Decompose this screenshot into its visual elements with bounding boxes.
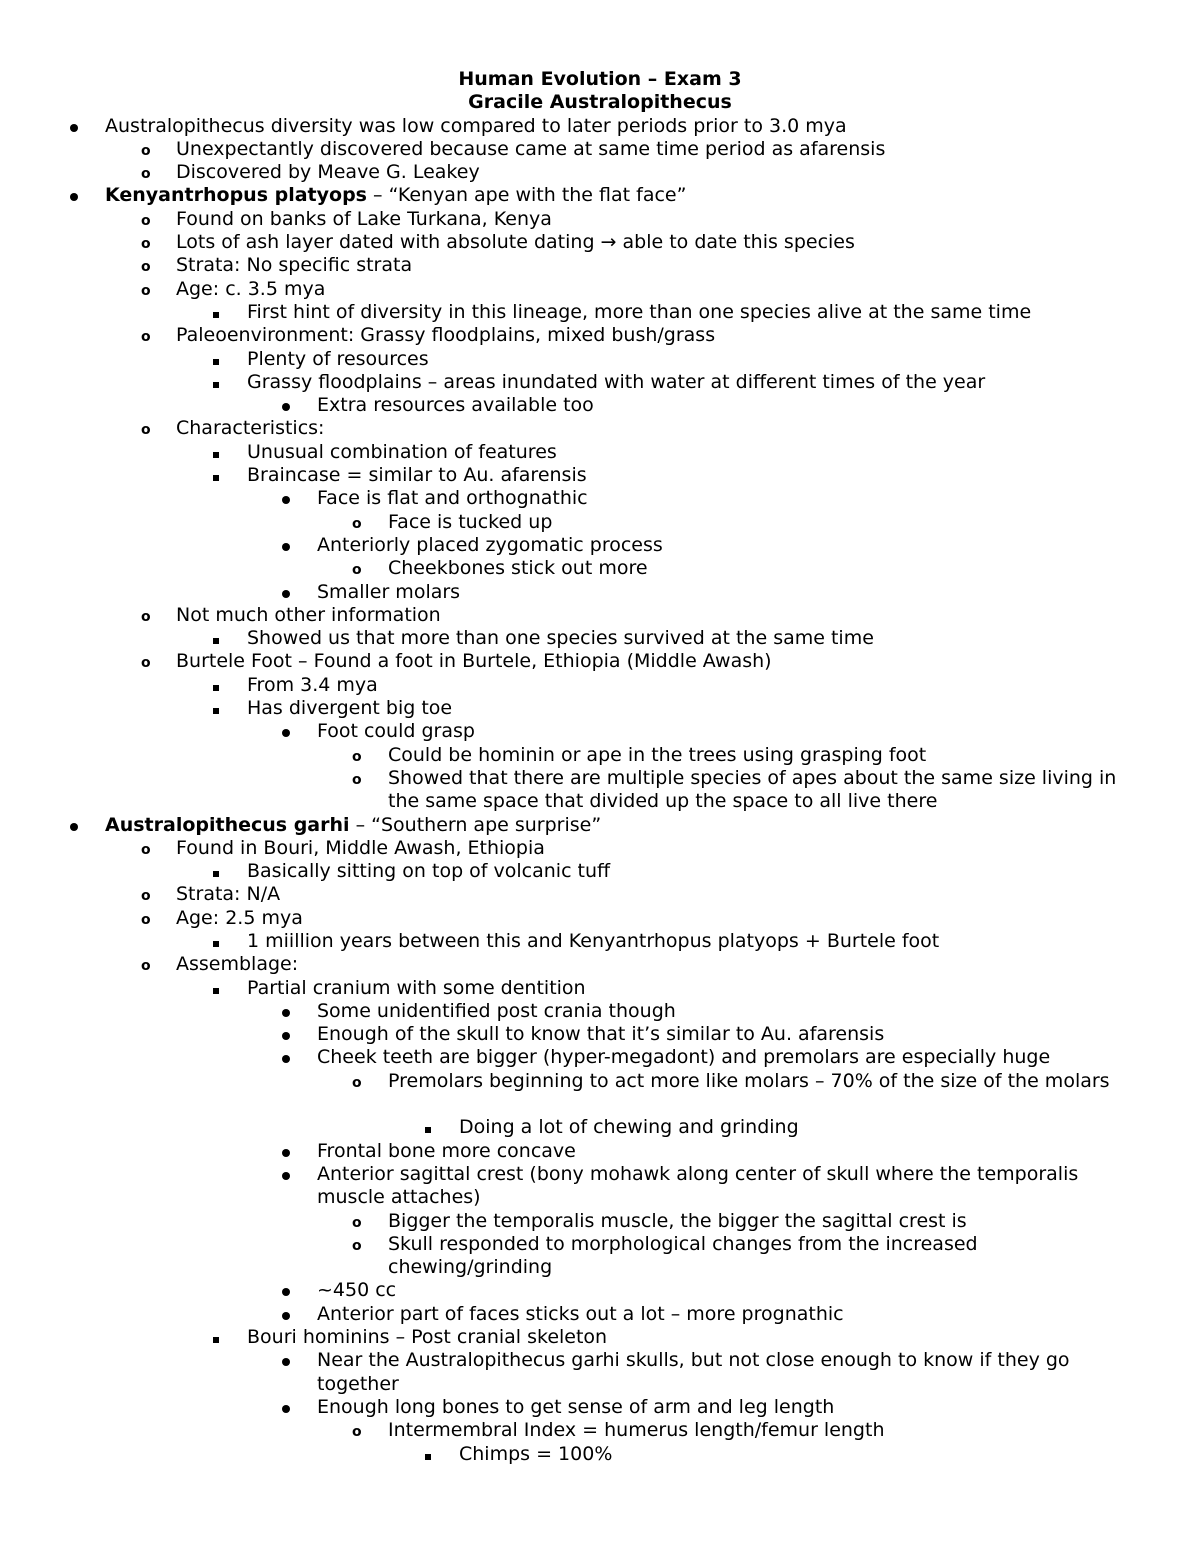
item-text: Smaller molars: [317, 580, 461, 603]
item-text: Premolars beginning to act more like molars – 70% of the size of the molars: [388, 1069, 1110, 1092]
item-text: Braincase = similar to Au. afarensis: [247, 464, 587, 487]
circle-bullet-icon: o: [141, 422, 151, 439]
list-item-text: [317, 1140, 576, 1163]
list-item-text: [176, 907, 303, 930]
list-item: [0, 977, 1200, 1000]
item-text: – “Kenyan ape with the flat face”: [366, 184, 687, 207]
item-text: – “Southern ape surprise”: [349, 813, 602, 836]
list-item-text: [317, 394, 594, 417]
item-text: Has divergent big toe: [247, 697, 453, 720]
item-text: Found in Bouri, Middle Awash, Ethiopia: [176, 836, 545, 859]
list-item: [0, 1046, 1200, 1069]
list-item: [0, 161, 1200, 184]
list-item: [0, 1163, 1200, 1210]
list-item-text: [317, 1046, 1050, 1069]
circle-bullet-icon: o: [141, 958, 151, 975]
list-item-text: [247, 301, 1031, 324]
list-item-text: [388, 1419, 1128, 1442]
list-item-text: [176, 231, 855, 254]
item-text: Cheek teeth are bigger (hyper-megadont) and premolars are especially huge: [317, 1046, 1051, 1069]
list-item-text: [176, 324, 715, 347]
list-item-text: [176, 278, 325, 301]
square-bullet-icon: [423, 1443, 431, 1466]
square-bullet-icon: [211, 371, 219, 394]
dot-bullet-icon: [282, 720, 290, 743]
circle-bullet-icon: o: [352, 1214, 362, 1231]
square-bullet-icon: [211, 1326, 219, 1349]
list-item: [0, 1210, 1200, 1233]
list-item: [0, 115, 1200, 138]
item-text: 1 miillion years between this and Kenyantrhopus platyops + Burtele foot: [247, 929, 940, 952]
item-text: Anteriorly placed zygomatic process: [317, 533, 663, 556]
list-item-text: [247, 1326, 607, 1349]
square-bullet-icon: [211, 301, 219, 324]
list-item-text: [317, 534, 663, 557]
list-item-text: [176, 650, 772, 673]
item-text: Lots of ash layer dated with absolute dating → able to date this species: [176, 231, 855, 254]
list-item: [0, 487, 1200, 510]
circle-bullet-icon: o: [141, 142, 151, 159]
item-text: Assemblage:: [176, 953, 299, 976]
list-item-text: [247, 627, 874, 650]
item-text: Age: 2.5 mya: [176, 906, 303, 929]
list-item: [0, 301, 1200, 324]
item-text: Bouri hominins – Post cranial skeleton: [247, 1326, 608, 1349]
square-bullet-icon: [211, 697, 219, 720]
square-bullet-icon: [211, 930, 219, 953]
list-item: [0, 208, 1200, 231]
square-bullet-icon: [211, 441, 219, 464]
list-item-text: [317, 1163, 1117, 1210]
circle-bullet-icon: o: [141, 166, 151, 183]
list-item: [0, 1279, 1200, 1302]
dot-bullet-icon: [70, 184, 78, 207]
square-bullet-icon: [211, 977, 219, 1000]
list-item-text: [388, 1070, 1128, 1093]
list-item: [0, 511, 1200, 534]
circle-bullet-icon: o: [352, 1074, 362, 1091]
dot-bullet-icon: [70, 115, 78, 138]
section-heading: Gracile Australopithecus: [468, 91, 732, 114]
list-item-text: [176, 837, 545, 860]
dot-bullet-icon: [282, 1279, 290, 1302]
list-item-text: [317, 1279, 396, 1302]
list-item: [0, 744, 1200, 767]
list-item-text: [388, 557, 1128, 580]
list-item: [0, 1326, 1200, 1349]
list-item-text: [105, 115, 847, 138]
item-text: Partial cranium with some dentition: [247, 976, 586, 999]
dot-bullet-icon: [282, 1396, 290, 1419]
square-bullet-icon: [211, 464, 219, 487]
item-text: Frontal bone more concave: [317, 1139, 576, 1162]
circle-bullet-icon: o: [141, 282, 151, 299]
list-item-text: [247, 441, 557, 464]
list-item: [0, 907, 1200, 930]
list-item: [0, 860, 1200, 883]
list-item: [0, 348, 1200, 371]
list-item: [0, 371, 1200, 394]
list-item-text: [247, 348, 429, 371]
list-item-text: [176, 254, 412, 277]
list-item-text: [317, 1303, 844, 1326]
list-item: [0, 138, 1200, 161]
item-text: Characteristics:: [176, 417, 325, 440]
dot-bullet-icon: [282, 1046, 290, 1069]
item-text: From 3.4 mya: [247, 673, 378, 696]
item-text: Doing a lot of chewing and grinding: [459, 1116, 799, 1139]
list-item: [0, 1443, 1200, 1466]
item-text: Intermembral Index = humerus length/femur length: [388, 1419, 885, 1442]
list-item-text: [105, 184, 686, 207]
list-item-text: [317, 1023, 884, 1046]
list-item: [0, 464, 1200, 487]
list-item-text: [459, 1116, 799, 1139]
document-page: [0, 68, 1200, 1466]
list-item-text: [317, 720, 475, 743]
list-item-text: [176, 208, 552, 231]
square-bullet-icon: [211, 674, 219, 697]
list-item-text: [247, 464, 587, 487]
item-text: Basically sitting on top of volcanic tuff: [247, 860, 611, 883]
species-name: Kenyantrhopus platyops: [105, 184, 367, 207]
item-text: First hint of diversity in this lineage, more than one species alive at the same time: [247, 300, 1032, 323]
square-bullet-icon: [211, 860, 219, 883]
dot-bullet-icon: [282, 487, 290, 510]
dot-bullet-icon: [282, 1163, 290, 1186]
list-item: [0, 604, 1200, 627]
dot-bullet-icon: [282, 581, 290, 604]
circle-bullet-icon: o: [141, 608, 151, 625]
item-text: ~450 cc: [317, 1279, 397, 1302]
circle-bullet-icon: o: [141, 212, 151, 229]
list-item: [0, 883, 1200, 906]
list-item: [0, 1233, 1200, 1280]
list-item-text: [247, 977, 586, 1000]
list-item: [0, 254, 1200, 277]
circle-bullet-icon: o: [352, 748, 362, 765]
dot-bullet-icon: [282, 1023, 290, 1046]
list-item: [0, 1000, 1200, 1023]
item-text: Some unidentified post crania though: [317, 999, 676, 1022]
item-text: Face is tucked up: [388, 510, 553, 533]
item-text: Discovered by Meave G. Leakey: [176, 161, 480, 184]
list-item: [0, 278, 1200, 301]
item-text: Showed us that more than one species survived at the same time: [247, 627, 874, 650]
list-item-text: [317, 1396, 834, 1419]
dot-bullet-icon: [282, 1000, 290, 1023]
list-item: [0, 674, 1200, 697]
list-item-text: [247, 674, 378, 697]
list-item: [0, 394, 1200, 417]
list-item-text: [388, 744, 1128, 767]
list-item: [0, 650, 1200, 673]
square-bullet-icon: [211, 348, 219, 371]
list-item: [0, 697, 1200, 720]
list-item-text: [247, 697, 452, 720]
list-item-text: [176, 604, 441, 627]
list-item: [0, 1419, 1200, 1442]
item-text: Strata: No specific strata: [176, 254, 413, 277]
circle-bullet-icon: o: [141, 841, 151, 858]
circle-bullet-icon: o: [141, 259, 151, 276]
item-text: Cheekbones stick out more: [388, 557, 648, 580]
species-name: Australopithecus garhi: [105, 813, 350, 836]
circle-bullet-icon: o: [352, 771, 362, 788]
item-text: Plenty of resources: [247, 347, 429, 370]
item-text: Bigger the temporalis muscle, the bigger the sagittal crest is: [388, 1209, 967, 1232]
dot-bullet-icon: [282, 1303, 290, 1326]
list-item: [0, 324, 1200, 347]
item-text: Anterior sagittal crest (bony mohawk along center of skull where the temporalis muscle attaches): [317, 1162, 1079, 1209]
list-item-text: [317, 581, 460, 604]
list-item-text: [247, 371, 985, 394]
list-item-text: [388, 767, 1128, 814]
list-item-text: [176, 161, 480, 184]
circle-bullet-icon: o: [352, 562, 362, 579]
item-text: Age: c. 3.5 mya: [176, 277, 326, 300]
item-text: Paleoenvironment: Grassy floodplains, mixed bush/grass: [176, 324, 716, 347]
dot-bullet-icon: [282, 1349, 290, 1372]
list-item-text: [105, 814, 601, 837]
list-item: [0, 930, 1200, 953]
list-item-text: [388, 511, 1128, 534]
square-bullet-icon: [423, 1116, 431, 1139]
list-item: [0, 534, 1200, 557]
list-item: [0, 184, 1200, 207]
list-item-text: [317, 487, 588, 510]
item-text: Skull responded to morphological changes from the increased chewing/grinding: [388, 1232, 978, 1279]
dot-bullet-icon: [282, 1140, 290, 1163]
list-item-text: [317, 1349, 1117, 1396]
item-text: Burtele Foot – Found a foot in Burtele, Ethiopia (Middle Awash): [176, 650, 772, 673]
circle-bullet-icon: o: [352, 515, 362, 532]
list-item: [0, 1116, 1200, 1139]
item-text: Face is flat and orthognathic: [317, 487, 588, 510]
list-item: [0, 1349, 1200, 1396]
list-item: [0, 1140, 1200, 1163]
item-text: Extra resources available too: [317, 394, 594, 417]
list-item-text: [317, 1000, 676, 1023]
item-text: Could be hominin or ape in the trees using grasping foot: [388, 743, 927, 766]
item-text: Found on banks of Lake Turkana, Kenya: [176, 207, 552, 230]
circle-bullet-icon: o: [141, 888, 151, 905]
list-item: [0, 953, 1200, 976]
list-item-text: [247, 930, 939, 953]
dot-bullet-icon: [70, 814, 78, 837]
circle-bullet-icon: o: [141, 236, 151, 253]
list-item: [0, 441, 1200, 464]
item-text: Chimps = 100%: [459, 1442, 613, 1465]
list-item: [0, 557, 1200, 580]
item-text: Enough long bones to get sense of arm and leg length: [317, 1395, 835, 1418]
item-text: Showed that there are multiple species of apes about the same size living in the same space that divided up the space to all live there: [388, 766, 1117, 813]
dot-bullet-icon: [282, 394, 290, 417]
list-item: [0, 1303, 1200, 1326]
list-item: [0, 1070, 1200, 1117]
list-item: [0, 814, 1200, 837]
list-item-text: [388, 1233, 1128, 1280]
circle-bullet-icon: o: [141, 655, 151, 672]
notes-outline: [0, 115, 1200, 1466]
list-item: [0, 417, 1200, 440]
circle-bullet-icon: o: [352, 1424, 362, 1441]
circle-bullet-icon: o: [352, 1237, 362, 1254]
item-text: Near the Australopithecus garhi skulls, but not close enough to know if they go together: [317, 1349, 1070, 1395]
dot-bullet-icon: [282, 534, 290, 557]
item-text: Enough of the skull to know that it’s similar to Au. afarensis: [317, 1023, 885, 1046]
item-text: Strata: N/A: [176, 883, 281, 906]
list-item-text: [459, 1443, 612, 1466]
circle-bullet-icon: o: [141, 329, 151, 346]
item-text: Not much other information: [176, 603, 441, 626]
item-text: Unexpectantly discovered because came at same time period as afarensis: [176, 137, 886, 160]
list-item: [0, 1396, 1200, 1419]
item-text: Grassy floodplains – areas inundated with water at different times of the year: [247, 370, 986, 393]
circle-bullet-icon: o: [141, 911, 151, 928]
list-item: [0, 627, 1200, 650]
list-item: [0, 837, 1200, 860]
list-item: [0, 720, 1200, 743]
list-item-text: [176, 953, 298, 976]
list-item: [0, 767, 1200, 814]
item-text: Australopithecus diversity was low compared to later periods prior to 3.0 mya: [105, 114, 847, 137]
list-item-text: [176, 138, 885, 161]
document-title: Human Evolution – Exam 3: [458, 68, 742, 90]
list-item-text: [176, 883, 280, 906]
list-item: [0, 231, 1200, 254]
list-item: [0, 1023, 1200, 1046]
item-text: Anterior part of faces sticks out a lot – more prognathic: [317, 1302, 844, 1325]
item-text: Foot could grasp: [317, 720, 475, 743]
square-bullet-icon: [211, 627, 219, 650]
list-item-text: [247, 860, 610, 883]
list-item: [0, 581, 1200, 604]
item-text: Unusual combination of features: [247, 440, 557, 463]
list-item-text: [176, 417, 324, 440]
list-item-text: [388, 1210, 1128, 1233]
